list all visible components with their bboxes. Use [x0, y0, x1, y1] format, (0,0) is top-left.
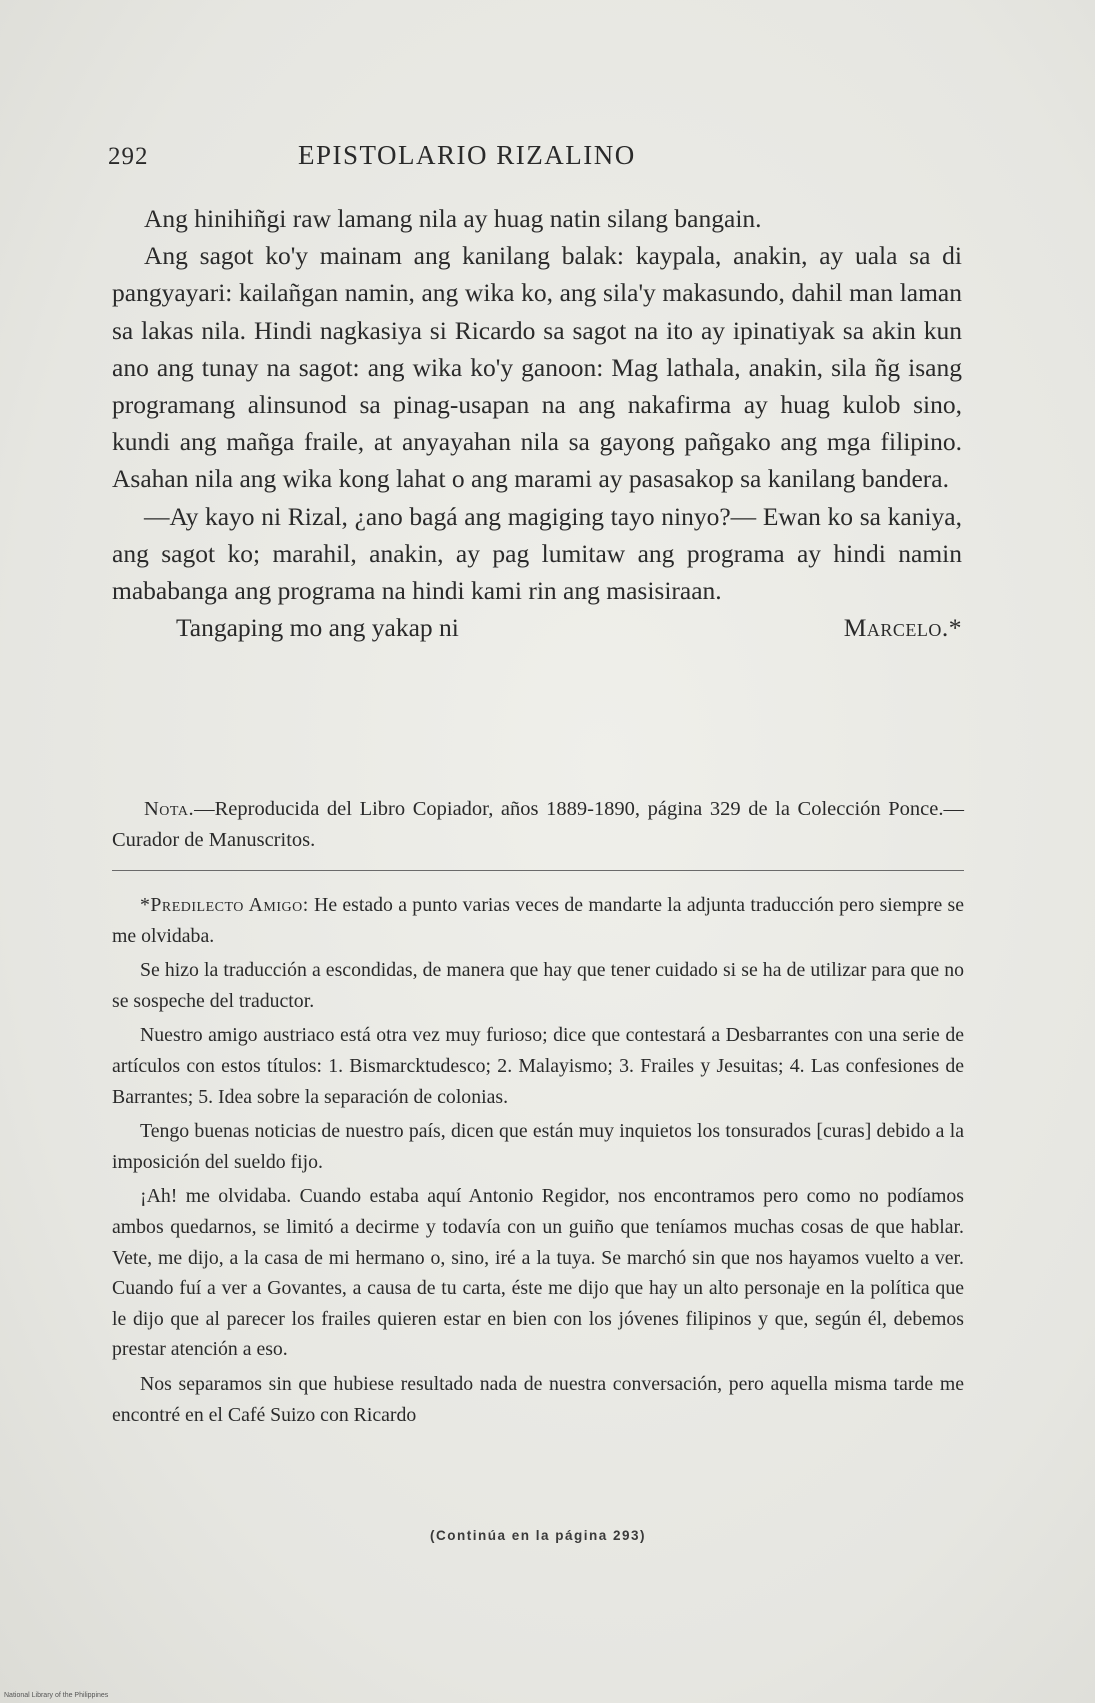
- library-stamp: National Library of the Philippines: [4, 1692, 109, 1699]
- footnote-paragraph: Nos separamos sin que hubiese resultado nada de nuestra conversación, pero aquella misma tarde me encontré en el Café Suizo con Ricardo: [112, 1372, 964, 1426]
- footnote-paragraph: Se hizo la traducción a escondidas, de manera que hay que tener cuidado si se ha de utilizar para que no se sospeche del traductor.: [112, 959, 964, 1012]
- running-title: EPISTOLARIO RIZALINO: [298, 140, 636, 170]
- note-label: Nota.: [144, 798, 195, 820]
- footnote-paragraph: Tengo buenas noticias de nuestro país, dicen que están muy inquietos los tonsurados [curas] debido a la imposición del sueldo fijo.: [112, 1120, 964, 1173]
- footnote-first-text: He estado a punto varias veces de mandarte la adjunta traducción pero siempre se me olvidaba.: [112, 894, 964, 947]
- page-header: [108, 140, 988, 180]
- footnote-paragraph: [112, 890, 964, 951]
- footnote-divider: [112, 870, 964, 871]
- editor-note: [112, 794, 964, 856]
- page-number: 292: [108, 143, 149, 170]
- letter-closing: [112, 609, 962, 646]
- letter-body: [112, 200, 962, 646]
- letter-paragraph: —Ay kayo ni Rizal, ¿ano bagá ang magiging tayo ninyo?— Ewan ko sa kaniya, ang sagot ko; marahil, anakin, ay pag lumitaw ang programa ay hindi namin mababanga ang programa na hindi kami rin ang masisiraan.: [112, 501, 962, 606]
- letter-paragraph: Ang sagot ko'y mainam ang kanilang balak: kaypala, anakin, ay uala sa di pangyayari: kailañgan namin, ang wika ko, ang sila'y makasundo, dahil man laman sa lakas nila. Hindi nagkasiya si Ricardo sa sagot na ito ay ipinatiyak sa akin kun ano ang tunay na sagot: ang wika ko'y ganoon: Mag lathala, anakin, sila ñg isang programang alinsunod sa pinag-usapan na ang nakafirma ay huag kulob sino, kundi ang mañga fraile, at anyayahan nila sa gayong pañgako ang mga filipino. Asahan nila ang wika kong lahat o ang marami ay pasasakop sa kanilang bandera.: [112, 241, 962, 494]
- footnote-paragraph: ¡Ah! me olvidaba. Cuando estaba aquí Antonio Regidor, nos encontramos pero como no podíamos ambos quedarnos, se limitó a decirme y todavía con un guiño que teníamos muchas cosas de que hablar. Vete, me dijo, a la casa de mi hermano o, sino, iré a la tuya. Se marchó sin que nos hayamos vuelto a ver. Cuando fuí a ver a Govantes, a causa de tu carta, éste me dijo que hay un alto personaje en la política que le dijo que al parecer los frailes quieren estar en bien con los jóvenes filipinos y que, según él, debemos prestar atención a eso.: [112, 1185, 964, 1361]
- continuation-notice: (Continúa en la página 293): [429, 1528, 647, 1543]
- note-text: —Reproducida del Libro Copiador, años 1889-1890, página 329 de la Colección Ponce.—Curador de Manuscritos.: [112, 798, 964, 851]
- signature: Marcelo.*: [843, 613, 962, 643]
- letter-paragraph: Ang hinihiñgi raw lamang nila ay huag natin silang bangain.: [144, 204, 762, 233]
- closing-text: Tangaping mo ang yakap ni: [176, 613, 459, 643]
- footnote-paragraph: Nuestro amigo austriaco está otra vez muy furioso; dice que contestará a Desbarrantes con una serie de artículos con estos títulos: 1. Bismarcktudesco; 2. Malayismo; 3. Frailes y Jesuitas; 4. Las confesiones de Barrantes; 5. Idea sobre la separación de colonias.: [112, 1024, 964, 1108]
- footnote-block: [112, 890, 964, 1434]
- footnote-salutation: *Predilecto Amigo:: [140, 894, 309, 916]
